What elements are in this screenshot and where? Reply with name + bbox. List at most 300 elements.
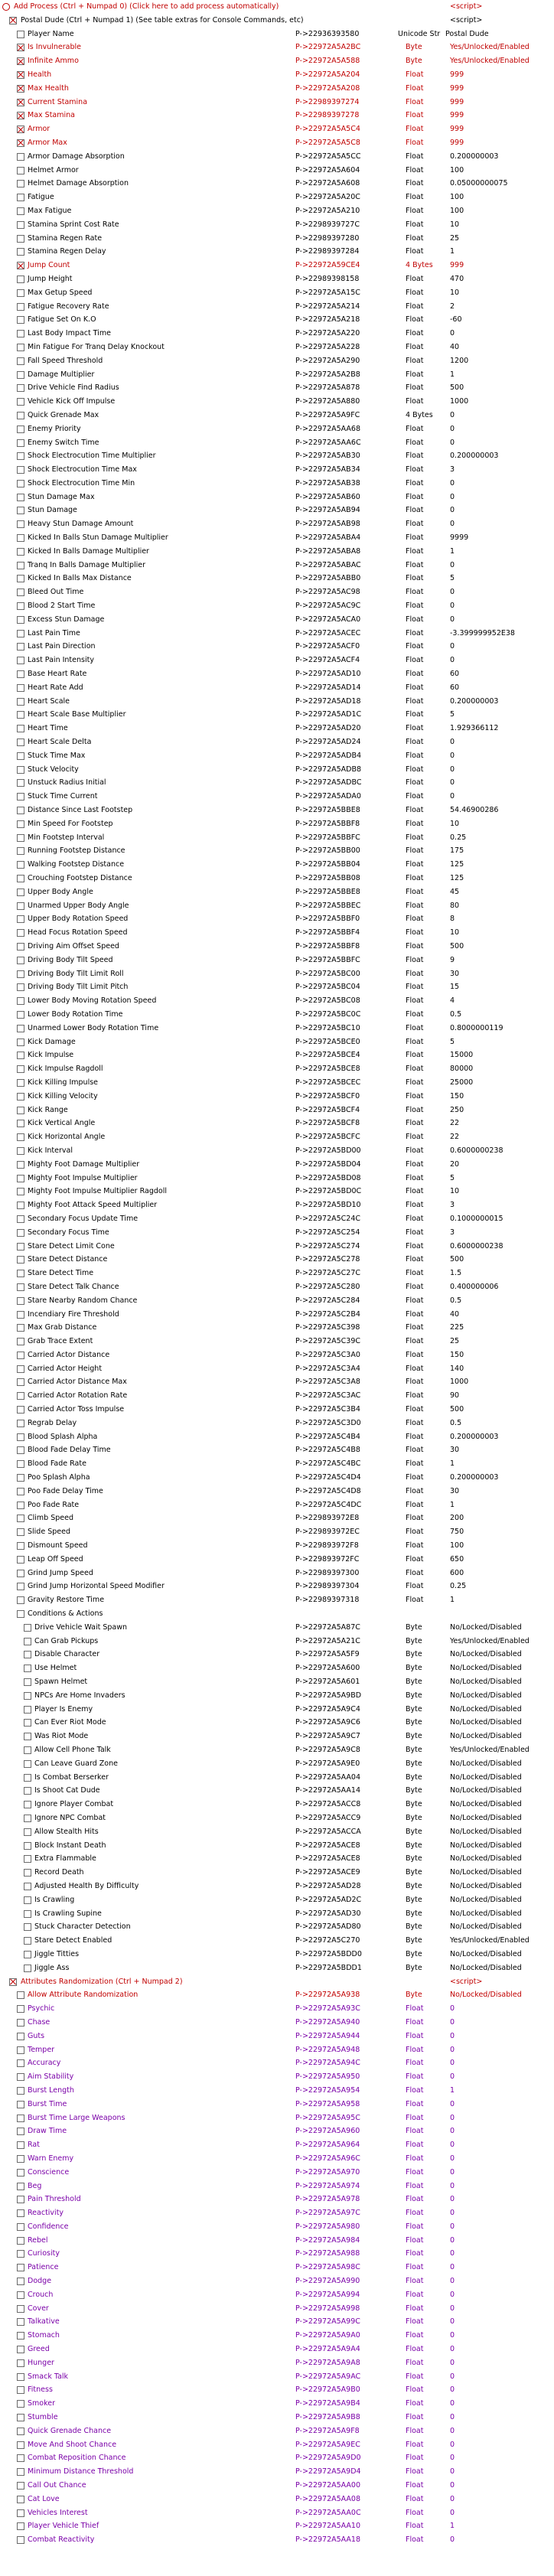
checkbox[interactable] (17, 57, 24, 65)
checkbox[interactable] (17, 1365, 24, 1373)
table-row[interactable] (0, 41, 554, 54)
table-row[interactable] (0, 627, 554, 641)
table-row[interactable] (0, 1048, 554, 1062)
table-row[interactable] (0, 1457, 554, 1471)
table-row[interactable] (0, 54, 554, 68)
checkbox[interactable] (17, 1229, 24, 1237)
checkbox[interactable] (17, 276, 24, 283)
condition-row[interactable] (0, 1730, 554, 1743)
table-row[interactable] (0, 245, 554, 259)
table-row[interactable] (0, 1090, 554, 1104)
checkbox[interactable] (17, 1039, 24, 1046)
table-row[interactable] (0, 409, 554, 422)
checkbox[interactable] (17, 520, 24, 528)
group-postal-dude[interactable] (0, 14, 554, 28)
checkbox[interactable] (17, 2141, 24, 2149)
table-row[interactable] (0, 1321, 554, 1335)
table-row[interactable] (0, 368, 554, 382)
checkbox[interactable] (17, 1528, 24, 1536)
checkbox[interactable] (24, 1923, 31, 1931)
checkbox[interactable] (24, 1665, 31, 1672)
checkbox[interactable] (2, 3, 10, 11)
checkbox[interactable] (17, 1488, 24, 1495)
checkbox[interactable] (17, 2019, 24, 2027)
table-row[interactable] (0, 1076, 554, 1090)
attribute-row[interactable] (0, 2166, 554, 2180)
table-row[interactable] (0, 122, 554, 136)
checkbox[interactable] (24, 1965, 31, 1972)
checkbox[interactable] (17, 657, 24, 664)
table-row[interactable] (0, 1130, 554, 1144)
checkbox[interactable] (17, 2115, 24, 2122)
checkbox[interactable] (17, 2522, 24, 2530)
table-row[interactable] (0, 354, 554, 368)
table-row[interactable] (0, 872, 554, 885)
attribute-row[interactable] (0, 2206, 554, 2220)
attribute-row[interactable] (0, 2329, 554, 2343)
attribute-row[interactable] (0, 2016, 554, 2030)
table-row[interactable] (0, 654, 554, 667)
attribute-row[interactable] (0, 2397, 554, 2411)
checkbox[interactable] (17, 1542, 24, 1550)
table-row[interactable] (0, 177, 554, 191)
checkbox[interactable] (17, 711, 24, 719)
table-row[interactable] (0, 109, 554, 122)
checkbox[interactable] (17, 112, 24, 119)
table-row[interactable] (0, 749, 554, 763)
table-row[interactable] (0, 640, 554, 654)
checkbox[interactable] (17, 793, 24, 801)
checkbox[interactable] (17, 180, 24, 187)
table-row[interactable] (0, 1553, 554, 1567)
condition-row[interactable] (0, 1880, 554, 1893)
table-row[interactable] (0, 1403, 554, 1417)
checkbox[interactable] (17, 807, 24, 814)
checkbox[interactable] (24, 1842, 31, 1850)
checkbox[interactable] (17, 630, 24, 637)
checkbox[interactable] (17, 1283, 24, 1291)
checkbox[interactable] (17, 1474, 24, 1482)
checkbox[interactable] (17, 970, 24, 978)
table-row[interactable] (0, 831, 554, 845)
table-row[interactable] (0, 491, 554, 504)
checkbox[interactable] (17, 207, 24, 215)
condition-row[interactable] (0, 1934, 554, 1948)
table-row[interactable] (0, 885, 554, 899)
checkbox[interactable] (17, 1120, 24, 1127)
player-name-row[interactable] (0, 28, 554, 41)
table-row[interactable] (0, 1498, 554, 1512)
checkbox[interactable] (17, 330, 24, 337)
table-row[interactable] (0, 449, 554, 463)
table-row[interactable] (0, 1443, 554, 1457)
table-row[interactable] (0, 817, 554, 831)
checkbox[interactable] (17, 1338, 24, 1345)
table-row[interactable] (0, 1117, 554, 1130)
checkbox[interactable] (17, 1133, 24, 1141)
checkbox[interactable] (24, 1937, 31, 1945)
checkbox[interactable] (17, 2346, 24, 2353)
table-row[interactable] (0, 899, 554, 913)
checkbox[interactable] (17, 1079, 24, 1087)
checkbox[interactable] (17, 1175, 24, 1182)
table-row[interactable] (0, 1008, 554, 1022)
checkbox[interactable] (17, 766, 24, 774)
checkbox[interactable] (17, 1352, 24, 1359)
checkbox[interactable] (17, 902, 24, 910)
checkbox[interactable] (17, 698, 24, 706)
table-row[interactable] (0, 613, 554, 627)
table-row[interactable] (0, 463, 554, 477)
checkbox[interactable] (17, 943, 24, 951)
attribute-row[interactable] (0, 2438, 554, 2452)
checkbox[interactable] (17, 2209, 24, 2217)
attribute-row[interactable] (0, 2220, 554, 2234)
attribute-row[interactable] (0, 2043, 554, 2057)
checkbox[interactable] (17, 725, 24, 732)
checkbox[interactable] (17, 1991, 24, 1999)
table-row[interactable] (0, 1348, 554, 1362)
attribute-row[interactable] (0, 2111, 554, 2125)
attribute-row[interactable] (0, 2030, 554, 2043)
checkbox[interactable] (17, 1202, 24, 1209)
table-row[interactable] (0, 572, 554, 585)
checkbox[interactable] (17, 643, 24, 651)
table-row[interactable] (0, 1375, 554, 1389)
checkbox[interactable] (17, 1065, 24, 1073)
checkbox[interactable] (17, 602, 24, 610)
checkbox[interactable] (17, 1433, 24, 1441)
checkbox[interactable] (17, 575, 24, 582)
table-row[interactable] (0, 1335, 554, 1348)
attribute-row[interactable] (0, 2180, 554, 2193)
checkbox[interactable] (17, 2373, 24, 2381)
checkbox[interactable] (17, 1446, 24, 1454)
attribute-row[interactable] (0, 2124, 554, 2138)
table-row[interactable] (0, 1267, 554, 1280)
group-attributes[interactable] (0, 1975, 554, 1989)
checkbox[interactable] (17, 929, 24, 937)
table-row[interactable] (0, 926, 554, 940)
condition-row[interactable] (0, 1839, 554, 1853)
condition-row[interactable] (0, 1961, 554, 1975)
checkbox[interactable] (17, 1392, 24, 1400)
table-row[interactable] (0, 136, 554, 150)
checkbox[interactable] (17, 2454, 24, 2462)
checkbox[interactable] (17, 1570, 24, 1577)
condition-row[interactable] (0, 1866, 554, 1880)
checkbox[interactable] (17, 2386, 24, 2394)
checkbox[interactable] (17, 2291, 24, 2299)
table-row[interactable] (0, 1471, 554, 1485)
table-row[interactable] (0, 150, 554, 164)
checkbox[interactable] (17, 1324, 24, 1332)
checkbox[interactable] (17, 44, 24, 51)
table-row[interactable] (0, 1294, 554, 1308)
attribute-row[interactable] (0, 2288, 554, 2302)
checkbox[interactable] (17, 412, 24, 419)
checkbox[interactable] (17, 1270, 24, 1277)
checkbox[interactable] (17, 616, 24, 624)
checkbox[interactable] (17, 2033, 24, 2040)
add-process-row[interactable] (0, 0, 554, 14)
checkbox[interactable] (24, 1678, 31, 1686)
checkbox[interactable] (17, 2400, 24, 2408)
table-row[interactable] (0, 1485, 554, 1498)
checkbox[interactable] (17, 534, 24, 542)
table-row[interactable] (0, 1158, 554, 1172)
table-row[interactable] (0, 1240, 554, 1254)
group-conditions[interactable] (0, 1607, 554, 1621)
attribute-row[interactable] (0, 2138, 554, 2152)
checkbox[interactable] (17, 153, 24, 161)
checkbox[interactable] (17, 2536, 24, 2544)
checkbox[interactable] (17, 2005, 24, 2013)
checkbox[interactable] (17, 126, 24, 133)
table-row[interactable] (0, 1185, 554, 1198)
checkbox[interactable] (24, 1815, 31, 1822)
checkbox[interactable] (17, 2196, 24, 2203)
checkbox[interactable] (24, 1910, 31, 1918)
checkbox[interactable] (17, 1596, 24, 1604)
checkbox[interactable] (17, 1502, 24, 1509)
table-row[interactable] (0, 708, 554, 722)
condition-row[interactable] (0, 1893, 554, 1907)
checkbox[interactable] (17, 1107, 24, 1114)
checkbox[interactable] (17, 983, 24, 991)
checkbox[interactable] (17, 357, 24, 365)
checkbox[interactable] (17, 439, 24, 447)
checkbox[interactable] (17, 2482, 24, 2490)
checkbox[interactable] (17, 861, 24, 869)
checkbox[interactable] (17, 2183, 24, 2190)
table-row[interactable] (0, 776, 554, 790)
checkbox[interactable] (17, 1583, 24, 1590)
table-row[interactable] (0, 1253, 554, 1267)
condition-row[interactable] (0, 1648, 554, 1661)
checkbox[interactable] (17, 2359, 24, 2367)
condition-row[interactable] (0, 1852, 554, 1866)
checkbox[interactable] (17, 847, 24, 855)
table-row[interactable] (0, 395, 554, 409)
attribute-row[interactable] (0, 2274, 554, 2288)
table-row[interactable] (0, 1525, 554, 1539)
checkbox[interactable] (17, 99, 24, 106)
attribute-row[interactable] (0, 2465, 554, 2479)
condition-row[interactable] (0, 1716, 554, 1730)
checkbox[interactable] (17, 262, 24, 269)
checkbox[interactable] (17, 1161, 24, 1169)
checkbox[interactable] (17, 2428, 24, 2435)
condition-row[interactable] (0, 1621, 554, 1635)
table-row[interactable] (0, 436, 554, 450)
attribute-row[interactable] (0, 2261, 554, 2274)
table-row[interactable] (0, 1226, 554, 1240)
table-row[interactable] (0, 1144, 554, 1158)
checkbox[interactable] (24, 1774, 31, 1782)
checkbox[interactable] (17, 2278, 24, 2285)
attribute-row[interactable] (0, 2411, 554, 2424)
checkbox[interactable] (17, 235, 24, 243)
attribute-row[interactable] (0, 2533, 554, 2547)
table-row[interactable] (0, 667, 554, 681)
checkbox[interactable] (17, 1297, 24, 1305)
checkbox[interactable] (17, 2318, 24, 2326)
condition-row[interactable] (0, 1757, 554, 1771)
checkbox[interactable] (17, 1215, 24, 1223)
attribute-row[interactable] (0, 2315, 554, 2329)
table-row[interactable] (0, 695, 554, 709)
checkbox[interactable] (17, 562, 24, 569)
table-row[interactable] (0, 272, 554, 286)
checkbox[interactable] (17, 221, 24, 229)
table-row[interactable] (0, 1198, 554, 1212)
checkbox[interactable] (24, 1692, 31, 1700)
condition-row[interactable] (0, 1784, 554, 1798)
checkbox[interactable] (17, 752, 24, 760)
table-row[interactable] (0, 1567, 554, 1580)
table-row[interactable] (0, 204, 554, 218)
table-row[interactable] (0, 232, 554, 246)
table-row[interactable] (0, 504, 554, 517)
checkbox[interactable] (17, 997, 24, 1005)
table-row[interactable] (0, 1308, 554, 1322)
table-row[interactable] (0, 517, 554, 531)
table-row[interactable] (0, 1389, 554, 1403)
checkbox[interactable] (24, 1801, 31, 1808)
checkbox[interactable] (17, 589, 24, 596)
table-row[interactable] (0, 1172, 554, 1185)
checkbox[interactable] (17, 1420, 24, 1427)
checkbox[interactable] (17, 2155, 24, 2163)
checkbox[interactable] (17, 494, 24, 501)
table-row[interactable] (0, 381, 554, 395)
attribute-row[interactable] (0, 2098, 554, 2111)
checkbox[interactable] (17, 466, 24, 474)
checkbox[interactable] (17, 398, 24, 406)
table-row[interactable] (0, 164, 554, 178)
checkbox[interactable] (24, 1651, 31, 1658)
condition-row[interactable] (0, 1798, 554, 1811)
checkbox[interactable] (17, 548, 24, 556)
checkbox[interactable] (17, 1147, 24, 1155)
table-row[interactable] (0, 790, 554, 804)
attribute-row[interactable] (0, 2002, 554, 2016)
condition-row[interactable] (0, 1675, 554, 1689)
attribute-row[interactable] (0, 2493, 554, 2506)
attribute-row[interactable] (0, 2247, 554, 2261)
checkbox[interactable] (17, 834, 24, 842)
table-row[interactable] (0, 954, 554, 967)
attribute-row[interactable] (0, 2302, 554, 2316)
table-row[interactable] (0, 96, 554, 109)
table-row[interactable] (0, 1580, 554, 1593)
checkbox[interactable] (17, 2046, 24, 2054)
checkbox[interactable] (17, 194, 24, 201)
checkbox[interactable] (17, 303, 24, 311)
checkbox[interactable] (17, 915, 24, 923)
table-row[interactable] (0, 980, 554, 994)
checkbox[interactable] (17, 1256, 24, 1264)
checkbox[interactable] (17, 71, 24, 79)
checkbox[interactable] (17, 344, 24, 351)
checkbox[interactable] (17, 85, 24, 93)
checkbox[interactable] (24, 1624, 31, 1632)
checkbox[interactable] (17, 1406, 24, 1414)
checkbox[interactable] (17, 2073, 24, 2081)
attribute-row[interactable] (0, 2506, 554, 2520)
checkbox[interactable] (17, 1011, 24, 1019)
attribute-row[interactable] (0, 2370, 554, 2384)
checkbox[interactable] (17, 889, 24, 896)
condition-row[interactable] (0, 1771, 554, 1785)
checkbox[interactable] (17, 1188, 24, 1195)
checkbox[interactable] (17, 684, 24, 692)
table-row[interactable] (0, 994, 554, 1008)
checkbox[interactable] (9, 1978, 17, 1986)
table-row[interactable] (0, 1280, 554, 1294)
checkbox[interactable] (17, 779, 24, 787)
table-row[interactable] (0, 82, 554, 96)
attribute-row[interactable] (0, 2424, 554, 2438)
condition-row[interactable] (0, 1811, 554, 1825)
table-row[interactable] (0, 1035, 554, 1049)
checkbox[interactable] (17, 2250, 24, 2258)
checkbox[interactable] (17, 2509, 24, 2517)
condition-row[interactable] (0, 1825, 554, 1839)
checkbox[interactable] (17, 426, 24, 433)
checkbox[interactable] (24, 1855, 31, 1863)
checkbox[interactable] (17, 2468, 24, 2476)
attribute-row[interactable] (0, 2383, 554, 2397)
checkbox[interactable] (17, 2414, 24, 2421)
table-row[interactable] (0, 1430, 554, 1444)
condition-row[interactable] (0, 1661, 554, 1675)
attribute-row[interactable] (0, 2084, 554, 2098)
table-row[interactable] (0, 313, 554, 327)
checkbox[interactable] (24, 1638, 31, 1645)
checkbox[interactable] (24, 1828, 31, 1836)
checkbox[interactable] (17, 2169, 24, 2177)
attribute-row[interactable] (0, 2479, 554, 2493)
table-row[interactable] (0, 681, 554, 695)
checkbox[interactable] (9, 17, 17, 24)
table-row[interactable] (0, 585, 554, 599)
checkbox[interactable] (17, 167, 24, 174)
condition-row[interactable] (0, 1907, 554, 1921)
checkbox[interactable] (17, 1556, 24, 1564)
table-row[interactable] (0, 341, 554, 354)
checkbox[interactable] (17, 2059, 24, 2067)
checkbox[interactable] (17, 1460, 24, 1468)
table-row[interactable] (0, 912, 554, 926)
checkbox[interactable] (17, 957, 24, 964)
checkbox[interactable] (17, 1311, 24, 1319)
checkbox[interactable] (17, 2332, 24, 2340)
table-row[interactable] (0, 940, 554, 954)
checkbox[interactable] (24, 1951, 31, 1958)
checkbox[interactable] (24, 1733, 31, 1740)
table-row[interactable] (0, 477, 554, 491)
attribute-row[interactable] (0, 2234, 554, 2248)
checkbox[interactable] (24, 1719, 31, 1727)
checkbox[interactable] (24, 1883, 31, 1890)
table-row[interactable] (0, 967, 554, 981)
checkbox[interactable] (17, 316, 24, 324)
table-row[interactable] (0, 286, 554, 300)
table-row[interactable] (0, 531, 554, 545)
checkbox[interactable] (17, 2264, 24, 2271)
